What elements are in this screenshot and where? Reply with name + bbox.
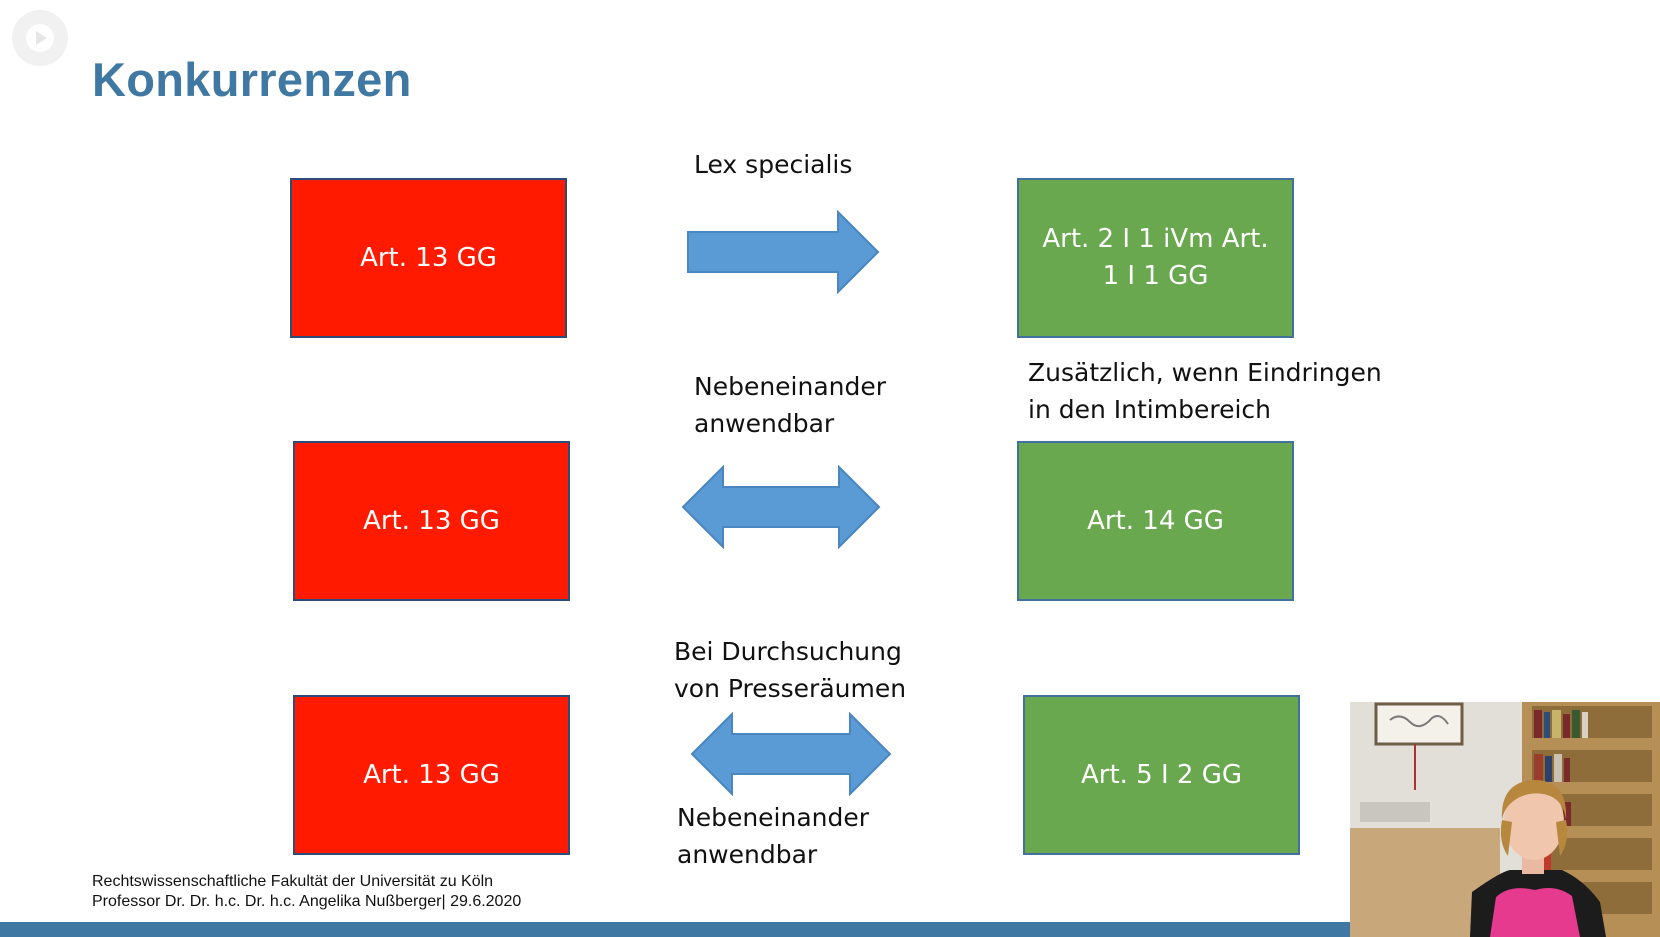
label-line: Nebeneinander <box>677 803 870 832</box>
footer-line: Rechtswissenschaftliche Fakultät der Universität zu Köln <box>92 873 494 890</box>
label-line: von Presseräumen <box>674 674 907 703</box>
right-box-row1: Art. 2 I 1 iVm Art. 1 I 1 GG <box>1017 178 1294 338</box>
play-button[interactable] <box>12 10 68 66</box>
double-arrow-row2 <box>681 465 881 549</box>
footer-line: Professor Dr. Dr. h.c. Dr. h.c. Angelika Nußberger| 29.6.2020 <box>92 893 522 910</box>
label-lex-specialis: Lex specialis <box>694 150 853 179</box>
left-box-row2: Art. 13 GG <box>293 441 570 601</box>
label-line: anwendbar <box>677 840 818 869</box>
label-line: Bei Durchsuchung <box>674 637 902 666</box>
left-box-row1: Art. 13 GG <box>290 178 567 338</box>
webcam-scene <box>1350 702 1660 937</box>
label-line: Nebeneinander <box>694 372 887 401</box>
slide-footer <box>92 872 521 912</box>
slide-title: Konkurrenzen <box>92 53 412 106</box>
label-nebeneinander-row3 <box>677 799 869 873</box>
left-box-row3: Art. 13 GG <box>293 695 570 855</box>
right-arrow <box>686 210 880 294</box>
label-line: anwendbar <box>694 409 835 438</box>
double-arrow-row3 <box>690 712 892 796</box>
note-line: in den Intimbereich <box>1028 395 1271 424</box>
speaker-webcam <box>1350 702 1660 937</box>
right-box-row3: Art. 5 I 2 GG <box>1023 695 1300 855</box>
right-box-row2: Art. 14 GG <box>1017 441 1294 601</box>
label-nebeneinander-row2 <box>694 368 886 442</box>
note-intimbereich <box>1028 354 1382 428</box>
play-icon <box>25 23 55 53</box>
note-line: Zusätzlich, wenn Eindringen <box>1028 358 1382 387</box>
label-durchsuchung <box>674 633 906 707</box>
